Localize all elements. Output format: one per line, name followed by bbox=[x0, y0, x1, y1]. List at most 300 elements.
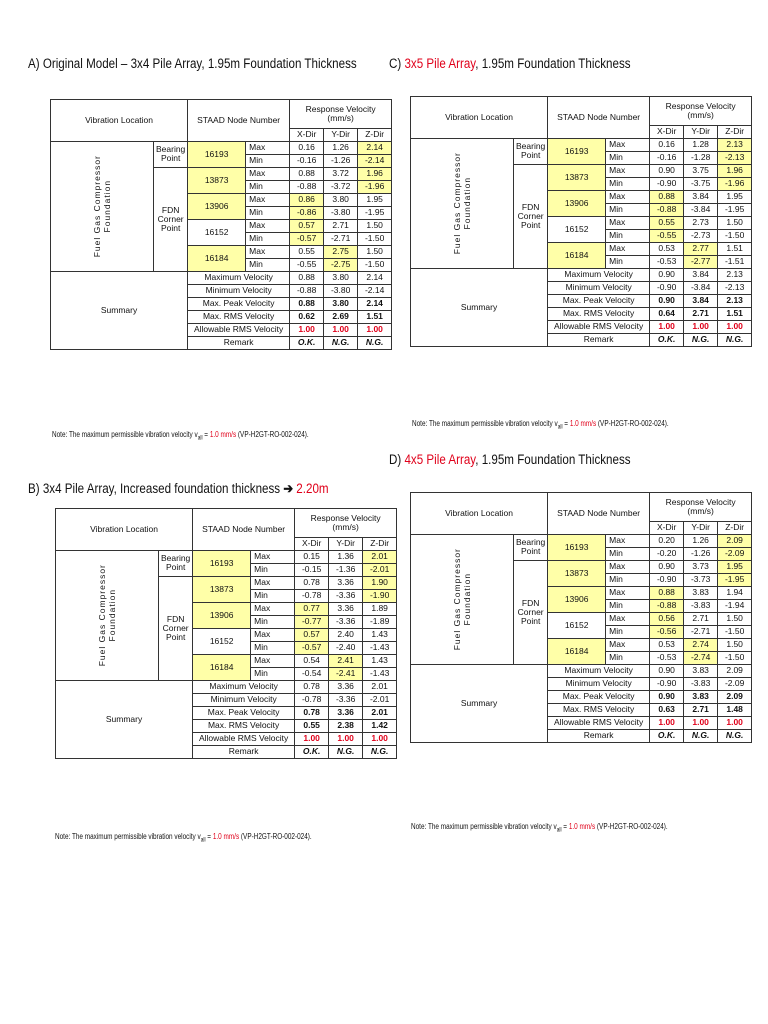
section-a-title: A) Original Model – 3x4 Pile Array, 1.95m Foundation Thickness bbox=[28, 56, 357, 71]
velocity-cell-x: -0.53 bbox=[650, 255, 684, 268]
max-min-label: Max bbox=[246, 245, 290, 258]
velocity-cell-y: -3.72 bbox=[324, 180, 358, 193]
summary-value: 1.48 bbox=[718, 703, 752, 716]
summary-value: 0.55 bbox=[295, 719, 329, 732]
header-staad-node: STAAD Node Number bbox=[548, 97, 650, 139]
summary-value: 2.38 bbox=[329, 719, 363, 732]
velocity-cell-y: 3.84 bbox=[684, 190, 718, 203]
velocity-cell-z: 1.51 bbox=[718, 242, 752, 255]
fdn-corner-point-label: FDN Corner Point bbox=[159, 576, 193, 680]
node-number: 16184 bbox=[188, 245, 246, 271]
velocity-cell-z: 1.50 bbox=[718, 612, 752, 625]
max-min-label: Max bbox=[251, 602, 295, 615]
summary-label: Summary bbox=[411, 268, 548, 346]
summary-value: N.G. bbox=[684, 729, 718, 742]
velocity-cell-z: -1.90 bbox=[363, 589, 397, 602]
max-min-label: Max bbox=[606, 534, 650, 547]
summary-value: O.K. bbox=[295, 745, 329, 758]
velocity-cell-z: -1.96 bbox=[718, 177, 752, 190]
header-z-dir: Z-Dir bbox=[718, 521, 752, 534]
velocity-cell-y: 2.41 bbox=[329, 654, 363, 667]
summary-value: 0.90 bbox=[650, 664, 684, 677]
note-b: Note: The maximum permissible vibration velocity $v_{all} = 1.0$ mm/s (VP-H2GT-RO-002-024). bbox=[55, 832, 312, 844]
summary-value: 0.90 bbox=[650, 268, 684, 281]
velocity-cell-z: 2.14 bbox=[358, 141, 392, 154]
summary-value: N.G. bbox=[358, 336, 392, 349]
summary-value: N.G. bbox=[684, 333, 718, 346]
note-c: Note: The maximum permissible vibration velocity $v_{all} = 1.0$ mm/s (VP-H2GT-RO-002-024). bbox=[412, 419, 669, 431]
velocity-cell-y: 3.72 bbox=[324, 167, 358, 180]
velocity-cell-z: 1.43 bbox=[363, 628, 397, 641]
velocity-cell-z: -1.95 bbox=[358, 206, 392, 219]
velocity-cell-x: 0.88 bbox=[290, 167, 324, 180]
summary-metric-label: Max. RMS Velocity bbox=[188, 310, 290, 323]
summary-value: 2.09 bbox=[718, 690, 752, 703]
summary-metric-label: Remark bbox=[193, 745, 295, 758]
max-min-label: Max bbox=[251, 654, 295, 667]
summary-value: 2.13 bbox=[718, 294, 752, 307]
header-vibration-location: Vibration Location bbox=[411, 493, 548, 535]
summary-value: 1.00 bbox=[329, 732, 363, 745]
velocity-cell-x: -0.56 bbox=[650, 625, 684, 638]
summary-value: 0.90 bbox=[650, 690, 684, 703]
summary-metric-label: Allowable RMS Velocity bbox=[193, 732, 295, 745]
summary-metric-label: Minimum Velocity bbox=[193, 693, 295, 706]
velocity-cell-y: -2.41 bbox=[329, 667, 363, 680]
velocity-cell-x: -0.20 bbox=[650, 547, 684, 560]
summary-metric-label: Maximum Velocity bbox=[548, 268, 650, 281]
summary-value: N.G. bbox=[329, 745, 363, 758]
summary-value: 1.00 bbox=[324, 323, 358, 336]
velocity-cell-y: 3.36 bbox=[329, 602, 363, 615]
header-staad-node: STAAD Node Number bbox=[548, 493, 650, 535]
header-vibration-location: Vibration Location bbox=[56, 509, 193, 551]
summary-value: -3.80 bbox=[324, 284, 358, 297]
header-vibration-location: Vibration Location bbox=[411, 97, 548, 139]
velocity-cell-y: -2.77 bbox=[684, 255, 718, 268]
max-min-label: Max bbox=[251, 576, 295, 589]
velocity-cell-x: -0.53 bbox=[650, 651, 684, 664]
summary-metric-label: Max. Peak Velocity bbox=[193, 706, 295, 719]
velocity-cell-z: -2.01 bbox=[363, 563, 397, 576]
summary-value: 0.88 bbox=[290, 271, 324, 284]
velocity-cell-x: 0.88 bbox=[650, 190, 684, 203]
summary-value: 0.78 bbox=[295, 680, 329, 693]
summary-value: 3.83 bbox=[684, 690, 718, 703]
summary-value: 3.83 bbox=[684, 664, 718, 677]
summary-value: 2.71 bbox=[684, 307, 718, 320]
velocity-cell-x: 0.55 bbox=[290, 245, 324, 258]
summary-value: O.K. bbox=[290, 336, 324, 349]
max-min-label: Max bbox=[606, 612, 650, 625]
summary-metric-label: Max. RMS Velocity bbox=[548, 703, 650, 716]
velocity-cell-x: -0.57 bbox=[295, 641, 329, 654]
velocity-cell-x: -0.55 bbox=[650, 229, 684, 242]
summary-value: O.K. bbox=[650, 729, 684, 742]
velocity-cell-x: 0.15 bbox=[295, 550, 329, 563]
fdn-corner-point-label: FDN Corner Point bbox=[514, 164, 548, 268]
summary-value: -0.88 bbox=[290, 284, 324, 297]
velocity-cell-z: 2.09 bbox=[718, 534, 752, 547]
max-min-label: Min bbox=[246, 232, 290, 245]
max-min-label: Max bbox=[606, 216, 650, 229]
velocity-cell-y: 1.28 bbox=[684, 138, 718, 151]
node-number: 13906 bbox=[188, 193, 246, 219]
max-min-label: Min bbox=[251, 641, 295, 654]
node-number: 16152 bbox=[193, 628, 251, 654]
header-vibration-location: Vibration Location bbox=[51, 100, 188, 142]
summary-value: 1.00 bbox=[718, 716, 752, 729]
velocity-cell-z: -1.43 bbox=[363, 641, 397, 654]
fuel-gas-compressor-foundation-label: Fuel Gas Compressor Foundation bbox=[56, 550, 159, 680]
summary-value: 1.42 bbox=[363, 719, 397, 732]
summary-metric-label: Max. Peak Velocity bbox=[548, 294, 650, 307]
velocity-cell-z: -1.50 bbox=[718, 229, 752, 242]
max-min-label: Min bbox=[606, 151, 650, 164]
summary-metric-label: Allowable RMS Velocity bbox=[188, 323, 290, 336]
velocity-cell-x: -0.88 bbox=[650, 203, 684, 216]
velocity-cell-x: 0.20 bbox=[650, 534, 684, 547]
velocity-cell-x: -0.88 bbox=[290, 180, 324, 193]
max-min-label: Min bbox=[251, 563, 295, 576]
summary-value: N.G. bbox=[718, 729, 752, 742]
header-response-velocity: Response Velocity (mm/s) bbox=[295, 509, 397, 538]
velocity-cell-y: -3.75 bbox=[684, 177, 718, 190]
summary-value: N.G. bbox=[363, 745, 397, 758]
velocity-cell-y: -1.28 bbox=[684, 151, 718, 164]
max-min-label: Max bbox=[606, 138, 650, 151]
table-row bbox=[411, 534, 752, 547]
velocity-cell-x: -0.55 bbox=[290, 258, 324, 271]
header-x-dir: X-Dir bbox=[290, 128, 324, 141]
max-min-label: Min bbox=[246, 258, 290, 271]
summary-value: O.K. bbox=[650, 333, 684, 346]
summary-value: N.G. bbox=[718, 333, 752, 346]
velocity-cell-x: -0.16 bbox=[290, 154, 324, 167]
velocity-cell-x: -0.77 bbox=[295, 615, 329, 628]
velocity-cell-x: 0.57 bbox=[290, 219, 324, 232]
velocity-cell-z: -1.95 bbox=[718, 203, 752, 216]
velocity-cell-x: -0.15 bbox=[295, 563, 329, 576]
node-number: 13873 bbox=[548, 560, 606, 586]
max-min-label: Min bbox=[251, 589, 295, 602]
velocity-cell-z: 1.43 bbox=[363, 654, 397, 667]
header-x-dir: X-Dir bbox=[295, 537, 329, 550]
velocity-cell-y: 3.73 bbox=[684, 560, 718, 573]
velocity-cell-y: 3.75 bbox=[684, 164, 718, 177]
note-d: Note: The maximum permissible vibration velocity $v_{all} = 1.0$ mm/s (VP-H2GT-RO-002-024). bbox=[411, 822, 668, 834]
max-min-label: Min bbox=[606, 255, 650, 268]
section-d-title: D) 4x5 Pile Array, 1.95m Foundation Thickness bbox=[389, 452, 631, 467]
velocity-cell-z: -1.94 bbox=[718, 599, 752, 612]
max-min-label: Min bbox=[251, 615, 295, 628]
max-min-label: Max bbox=[251, 550, 295, 563]
velocity-cell-z: 1.96 bbox=[718, 164, 752, 177]
header-staad-node: STAAD Node Number bbox=[193, 509, 295, 551]
velocity-cell-x: 0.53 bbox=[650, 242, 684, 255]
summary-metric-label: Maximum Velocity bbox=[188, 271, 290, 284]
summary-value: 0.63 bbox=[650, 703, 684, 716]
header-y-dir: Y-Dir bbox=[329, 537, 363, 550]
fuel-gas-compressor-foundation-label: Fuel Gas Compressor Foundation bbox=[411, 138, 514, 268]
velocity-cell-x: 0.88 bbox=[650, 586, 684, 599]
summary-value: 1.00 bbox=[684, 716, 718, 729]
bearing-point-label: Bearing Point bbox=[159, 550, 193, 576]
table-b bbox=[55, 508, 397, 759]
velocity-cell-y: -2.74 bbox=[684, 651, 718, 664]
velocity-cell-z: -1.89 bbox=[363, 615, 397, 628]
max-min-label: Max bbox=[606, 190, 650, 203]
velocity-cell-x: 0.53 bbox=[650, 638, 684, 651]
velocity-cell-x: 0.90 bbox=[650, 164, 684, 177]
velocity-cell-x: 0.57 bbox=[295, 628, 329, 641]
summary-value: N.G. bbox=[324, 336, 358, 349]
summary-value: 1.00 bbox=[718, 320, 752, 333]
max-min-label: Max bbox=[246, 193, 290, 206]
max-min-label: Min bbox=[606, 229, 650, 242]
velocity-cell-x: 0.56 bbox=[650, 612, 684, 625]
velocity-cell-y: 2.73 bbox=[684, 216, 718, 229]
summary-value: 3.36 bbox=[329, 706, 363, 719]
header-y-dir: Y-Dir bbox=[324, 128, 358, 141]
velocity-cell-y: 2.71 bbox=[684, 612, 718, 625]
summary-row bbox=[411, 664, 752, 677]
velocity-cell-x: -0.78 bbox=[295, 589, 329, 602]
velocity-cell-z: 1.89 bbox=[363, 602, 397, 615]
velocity-cell-z: -1.50 bbox=[358, 232, 392, 245]
max-min-label: Max bbox=[246, 141, 290, 154]
summary-value: 2.14 bbox=[358, 297, 392, 310]
summary-row bbox=[56, 680, 397, 693]
velocity-cell-z: -1.95 bbox=[718, 573, 752, 586]
summary-label: Summary bbox=[51, 271, 188, 349]
max-min-label: Max bbox=[606, 638, 650, 651]
fdn-corner-point-label: FDN Corner Point bbox=[514, 560, 548, 664]
max-min-label: Min bbox=[606, 573, 650, 586]
summary-metric-label: Remark bbox=[548, 729, 650, 742]
summary-row bbox=[51, 271, 392, 284]
summary-value: -0.90 bbox=[650, 677, 684, 690]
velocity-cell-x: 0.16 bbox=[290, 141, 324, 154]
velocity-cell-y: 3.80 bbox=[324, 193, 358, 206]
summary-value: 0.88 bbox=[290, 297, 324, 310]
velocity-cell-y: 2.74 bbox=[684, 638, 718, 651]
velocity-cell-x: -0.57 bbox=[290, 232, 324, 245]
summary-value: 0.78 bbox=[295, 706, 329, 719]
summary-metric-label: Minimum Velocity bbox=[548, 677, 650, 690]
table-a bbox=[50, 99, 392, 350]
velocity-cell-x: 0.54 bbox=[295, 654, 329, 667]
velocity-cell-y: 3.36 bbox=[329, 576, 363, 589]
velocity-cell-x: 0.16 bbox=[650, 138, 684, 151]
velocity-cell-z: -1.50 bbox=[718, 625, 752, 638]
summary-value: 2.01 bbox=[363, 680, 397, 693]
node-number: 16193 bbox=[188, 141, 246, 167]
header-z-dir: Z-Dir bbox=[718, 125, 752, 138]
velocity-cell-z: -2.14 bbox=[358, 154, 392, 167]
summary-value: 3.80 bbox=[324, 271, 358, 284]
velocity-cell-y: -3.80 bbox=[324, 206, 358, 219]
summary-value: 0.62 bbox=[290, 310, 324, 323]
header-response-velocity: Response Velocity (mm/s) bbox=[650, 493, 752, 522]
node-number: 16152 bbox=[548, 612, 606, 638]
summary-value: 3.84 bbox=[684, 294, 718, 307]
max-min-label: Max bbox=[246, 219, 290, 232]
max-min-label: Max bbox=[606, 242, 650, 255]
summary-value: 3.84 bbox=[684, 268, 718, 281]
velocity-cell-y: -1.36 bbox=[329, 563, 363, 576]
summary-metric-label: Minimum Velocity bbox=[188, 284, 290, 297]
node-number: 16193 bbox=[193, 550, 251, 576]
summary-value: -2.13 bbox=[718, 281, 752, 294]
summary-metric-label: Allowable RMS Velocity bbox=[548, 320, 650, 333]
velocity-cell-y: 2.75 bbox=[324, 245, 358, 258]
max-min-label: Max bbox=[246, 167, 290, 180]
header-y-dir: Y-Dir bbox=[684, 125, 718, 138]
velocity-cell-y: 1.26 bbox=[684, 534, 718, 547]
velocity-cell-x: -0.86 bbox=[290, 206, 324, 219]
velocity-cell-z: 2.01 bbox=[363, 550, 397, 563]
max-min-label: Min bbox=[251, 667, 295, 680]
velocity-cell-z: 1.90 bbox=[363, 576, 397, 589]
max-min-label: Min bbox=[606, 599, 650, 612]
header-x-dir: X-Dir bbox=[650, 521, 684, 534]
velocity-cell-z: 1.95 bbox=[718, 560, 752, 573]
summary-metric-label: Minimum Velocity bbox=[548, 281, 650, 294]
node-number: 13906 bbox=[548, 586, 606, 612]
velocity-cell-y: -3.84 bbox=[684, 203, 718, 216]
node-number: 16193 bbox=[548, 138, 606, 164]
node-number: 16152 bbox=[188, 219, 246, 245]
summary-metric-label: Maximum Velocity bbox=[548, 664, 650, 677]
summary-value: 1.00 bbox=[650, 320, 684, 333]
velocity-cell-y: -1.26 bbox=[324, 154, 358, 167]
header-staad-node: STAAD Node Number bbox=[188, 100, 290, 142]
summary-row bbox=[411, 268, 752, 281]
velocity-cell-z: -1.96 bbox=[358, 180, 392, 193]
summary-metric-label: Max. Peak Velocity bbox=[188, 297, 290, 310]
summary-label: Summary bbox=[411, 664, 548, 742]
table-row bbox=[411, 138, 752, 151]
summary-value: 1.00 bbox=[295, 732, 329, 745]
velocity-cell-y: -3.36 bbox=[329, 615, 363, 628]
max-min-label: Min bbox=[606, 203, 650, 216]
summary-label: Summary bbox=[56, 680, 193, 758]
summary-value: -0.90 bbox=[650, 281, 684, 294]
summary-metric-label: Allowable RMS Velocity bbox=[548, 716, 650, 729]
summary-value: 1.00 bbox=[363, 732, 397, 745]
bearing-point-label: Bearing Point bbox=[514, 534, 548, 560]
bearing-point-label: Bearing Point bbox=[154, 141, 188, 167]
velocity-cell-z: -2.13 bbox=[718, 151, 752, 164]
summary-value: 2.69 bbox=[324, 310, 358, 323]
header-x-dir: X-Dir bbox=[650, 125, 684, 138]
velocity-cell-x: 0.86 bbox=[290, 193, 324, 206]
max-min-label: Min bbox=[246, 206, 290, 219]
node-number: 16184 bbox=[548, 242, 606, 268]
max-min-label: Max bbox=[606, 586, 650, 599]
summary-value: 1.00 bbox=[684, 320, 718, 333]
fuel-gas-compressor-foundation-label: Fuel Gas Compressor Foundation bbox=[51, 141, 154, 271]
section-c-title: C) 3x5 Pile Array, 1.95m Foundation Thickness bbox=[389, 56, 631, 71]
summary-metric-label: Remark bbox=[548, 333, 650, 346]
summary-value: 0.90 bbox=[650, 294, 684, 307]
summary-value: 3.36 bbox=[329, 680, 363, 693]
node-number: 16193 bbox=[548, 534, 606, 560]
velocity-cell-z: -1.50 bbox=[358, 258, 392, 271]
summary-value: 1.00 bbox=[358, 323, 392, 336]
velocity-cell-x: 0.78 bbox=[295, 576, 329, 589]
velocity-cell-x: 0.55 bbox=[650, 216, 684, 229]
summary-metric-label: Maximum Velocity bbox=[193, 680, 295, 693]
summary-value: -3.84 bbox=[684, 281, 718, 294]
velocity-cell-y: -3.73 bbox=[684, 573, 718, 586]
max-min-label: Min bbox=[246, 180, 290, 193]
summary-metric-label: Remark bbox=[188, 336, 290, 349]
velocity-cell-y: -2.71 bbox=[324, 232, 358, 245]
velocity-cell-z: 1.94 bbox=[718, 586, 752, 599]
node-number: 16184 bbox=[548, 638, 606, 664]
bearing-point-label: Bearing Point bbox=[514, 138, 548, 164]
velocity-cell-x: -0.88 bbox=[650, 599, 684, 612]
max-min-label: Max bbox=[606, 164, 650, 177]
header-y-dir: Y-Dir bbox=[684, 521, 718, 534]
velocity-cell-x: -0.90 bbox=[650, 177, 684, 190]
table-c bbox=[410, 96, 752, 347]
summary-value: 3.80 bbox=[324, 297, 358, 310]
note-a: Note: The maximum permissible vibration velocity $v_{all} = 1.0$ mm/s (VP-H2GT-RO-002-024). bbox=[52, 430, 309, 442]
velocity-cell-y: 2.71 bbox=[324, 219, 358, 232]
summary-value: 2.71 bbox=[684, 703, 718, 716]
summary-value: 0.64 bbox=[650, 307, 684, 320]
summary-value: -2.01 bbox=[363, 693, 397, 706]
section-b-title: B) 3x4 Pile Array, Increased foundation thickness ➔ 2.20m bbox=[28, 481, 329, 496]
node-number: 13873 bbox=[193, 576, 251, 602]
summary-value: 1.00 bbox=[650, 716, 684, 729]
velocity-cell-z: -1.43 bbox=[363, 667, 397, 680]
velocity-cell-z: 1.50 bbox=[358, 245, 392, 258]
header-response-velocity: Response Velocity (mm/s) bbox=[650, 97, 752, 126]
node-number: 13906 bbox=[548, 190, 606, 216]
summary-value: -0.78 bbox=[295, 693, 329, 706]
summary-metric-label: Max. Peak Velocity bbox=[548, 690, 650, 703]
velocity-cell-z: 1.50 bbox=[718, 638, 752, 651]
velocity-cell-y: -2.75 bbox=[324, 258, 358, 271]
velocity-cell-x: 0.77 bbox=[295, 602, 329, 615]
velocity-cell-z: -1.50 bbox=[718, 651, 752, 664]
velocity-cell-y: -3.36 bbox=[329, 589, 363, 602]
summary-value: -2.09 bbox=[718, 677, 752, 690]
velocity-cell-y: -2.40 bbox=[329, 641, 363, 654]
summary-value: -3.36 bbox=[329, 693, 363, 706]
velocity-cell-x: -0.90 bbox=[650, 573, 684, 586]
header-z-dir: Z-Dir bbox=[358, 128, 392, 141]
table-row bbox=[56, 550, 397, 563]
velocity-cell-x: -0.16 bbox=[650, 151, 684, 164]
velocity-cell-z: 1.50 bbox=[358, 219, 392, 232]
arrow-right-icon: ➔ bbox=[283, 481, 294, 496]
node-number: 16152 bbox=[548, 216, 606, 242]
velocity-cell-y: -1.26 bbox=[684, 547, 718, 560]
summary-value: 1.00 bbox=[290, 323, 324, 336]
velocity-cell-z: 1.50 bbox=[718, 216, 752, 229]
max-min-label: Max bbox=[251, 628, 295, 641]
node-number: 13906 bbox=[193, 602, 251, 628]
table-d bbox=[410, 492, 752, 743]
max-min-label: Min bbox=[606, 625, 650, 638]
max-min-label: Min bbox=[606, 547, 650, 560]
velocity-cell-y: 1.36 bbox=[329, 550, 363, 563]
